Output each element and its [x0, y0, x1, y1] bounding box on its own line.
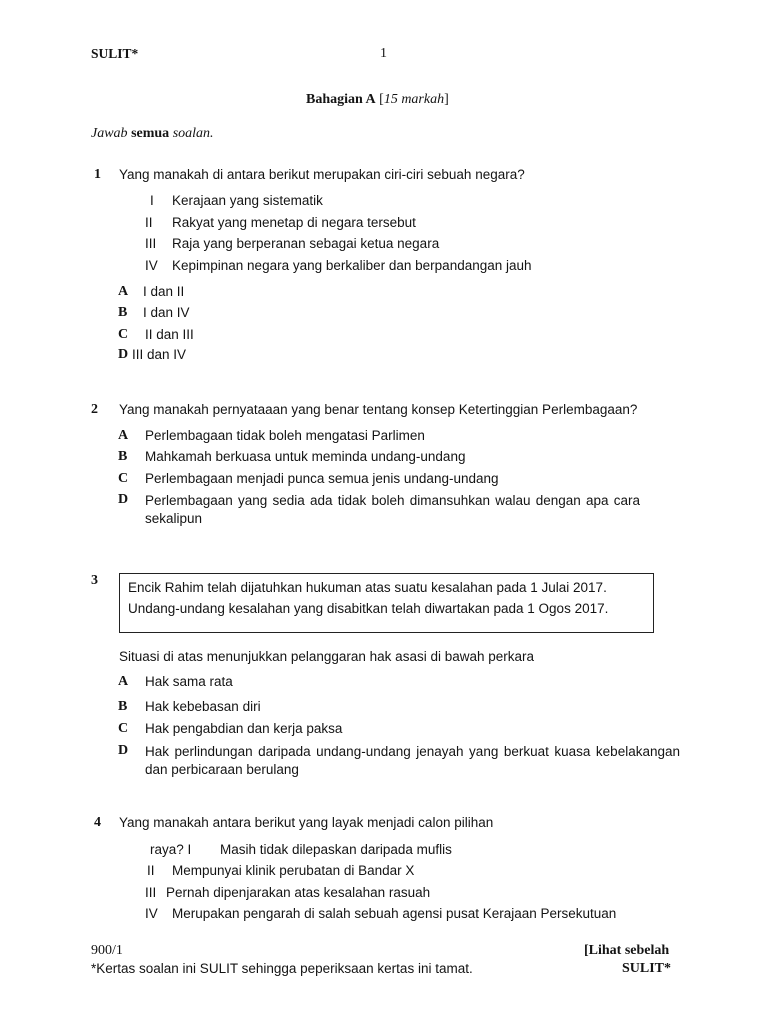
q1-option-letter: B [118, 305, 128, 320]
q1-option-letter: A [118, 284, 129, 299]
q1-item-text: Kepimpinan negara yang berkaliber dan berpandangan jauh [172, 258, 532, 273]
section-marks: 15 markah [383, 92, 445, 107]
q3-text: Situasi di atas menunjukkan pelanggaran hak asasi di bawah perkara [119, 649, 535, 664]
q2-text: Yang manakah pernyataaan yang benar tentang konsep Ketertinggian Perlembagaan? [119, 402, 638, 417]
bracket-open: [ [379, 92, 384, 107]
q3-option-letter: B [118, 699, 128, 714]
q2-option-letter: D [118, 492, 129, 507]
q3-option-text: Hak pengabdian dan kerja paksa [145, 721, 343, 736]
q1-option-letter: C [118, 327, 129, 342]
q1-number: 1 [94, 167, 101, 182]
instruction-soalan: soalan. [172, 126, 214, 141]
q3-box-line2: Undang-undang kesalahan yang disabitkan telah diwartakan pada 1 Ogos 2017. [128, 601, 609, 616]
q4-item-roman: II [147, 863, 155, 878]
q3-option-text: Hak perlindungan daripada undang-undang jenayah yang berkuat kuasa kebelakangan dan perbicaraan berulang [145, 744, 680, 777]
q1-item-roman: I [150, 193, 154, 208]
q4-text: Yang manakah antara berikut yang layak menjadi calon pilihan [119, 815, 494, 830]
footer-sulit: SULIT* [622, 961, 672, 976]
q4-item-text: Merupakan pengarah di salah sebuah agensi pusat Kerajaan Persekutuan [172, 906, 617, 921]
q2-number: 2 [91, 402, 98, 417]
q2-option-letter: C [118, 471, 129, 486]
q4-item-text: Pernah dipenjarakan atas kesalahan rasuah [166, 885, 431, 900]
section-title [306, 92, 449, 108]
q1-option-letter: D [118, 347, 129, 362]
footer-note: *Kertas soalan ini SULIT sehingga peperiksaan kertas ini tamat. [91, 961, 473, 976]
page-number: 1 [380, 46, 387, 61]
q3-number: 3 [91, 573, 98, 588]
q2-option-text: Perlembagaan tidak boleh mengatasi Parlimen [145, 428, 425, 443]
section-title-bold: Bahagian A [306, 92, 376, 107]
q1-item-roman: II [145, 215, 153, 230]
bracket-close: ] [444, 92, 449, 107]
q3-option-text: Hak sama rata [145, 674, 233, 689]
q2-option-letter: A [118, 428, 129, 443]
q4-number: 4 [94, 815, 101, 830]
q1-item-roman: IV [145, 258, 158, 273]
q4-line2-prefix: raya? I [150, 842, 192, 857]
q4-item-text: Mempunyai klinik perubatan di Bandar X [172, 863, 415, 878]
q3-option-letter: C [118, 721, 129, 736]
q1-option-text: III dan IV [132, 347, 187, 362]
q2-option-text: Perlembagaan menjadi punca semua jenis undang-undang [145, 471, 499, 486]
q2-option-text: Mahkamah berkuasa untuk meminda undang-undang [145, 449, 466, 464]
q2-option-letter: B [118, 449, 128, 464]
header-sulit: SULIT* [91, 46, 139, 61]
instruction [91, 126, 214, 142]
footer-lihat-sebelah: [Lihat sebelah [584, 943, 670, 958]
q1-item-text: Rakyat yang menetap di negara tersebut [172, 215, 416, 230]
q2-option-text: Perlembagaan yang sedia ada tidak boleh dimansuhkan walau dengan apa cara sekalipun [145, 493, 640, 526]
q1-item-roman: III [145, 236, 157, 251]
q4-item-roman: IV [145, 906, 158, 921]
q1-option-text: I dan II [143, 284, 185, 299]
q3-option-letter: D [118, 743, 129, 758]
q1-item-text: Kerajaan yang sistematik [172, 193, 323, 208]
q3-box-line1: Encik Rahim telah dijatuhkan hukuman atas suatu kesalahan pada 1 Julai 2017. [128, 580, 607, 595]
q1-item-text: Raja yang berperanan sebagai ketua negara [172, 236, 440, 251]
instruction-semua: semua [131, 126, 170, 141]
q1-text: Yang manakah di antara berikut merupakan ciri-ciri sebuah negara? [119, 167, 525, 182]
q3-option-letter: A [118, 674, 129, 689]
q3-option-text: Hak kebebasan diri [145, 699, 261, 714]
instruction-jawab: Jawab [91, 126, 128, 141]
q4-item-roman: III [145, 885, 157, 900]
q4-item-text: Masih tidak dilepaskan daripada muflis [220, 842, 452, 857]
q1-option-text: I dan IV [143, 305, 190, 320]
footer-code: 900/1 [91, 943, 123, 958]
q1-option-text: II dan III [145, 327, 194, 342]
